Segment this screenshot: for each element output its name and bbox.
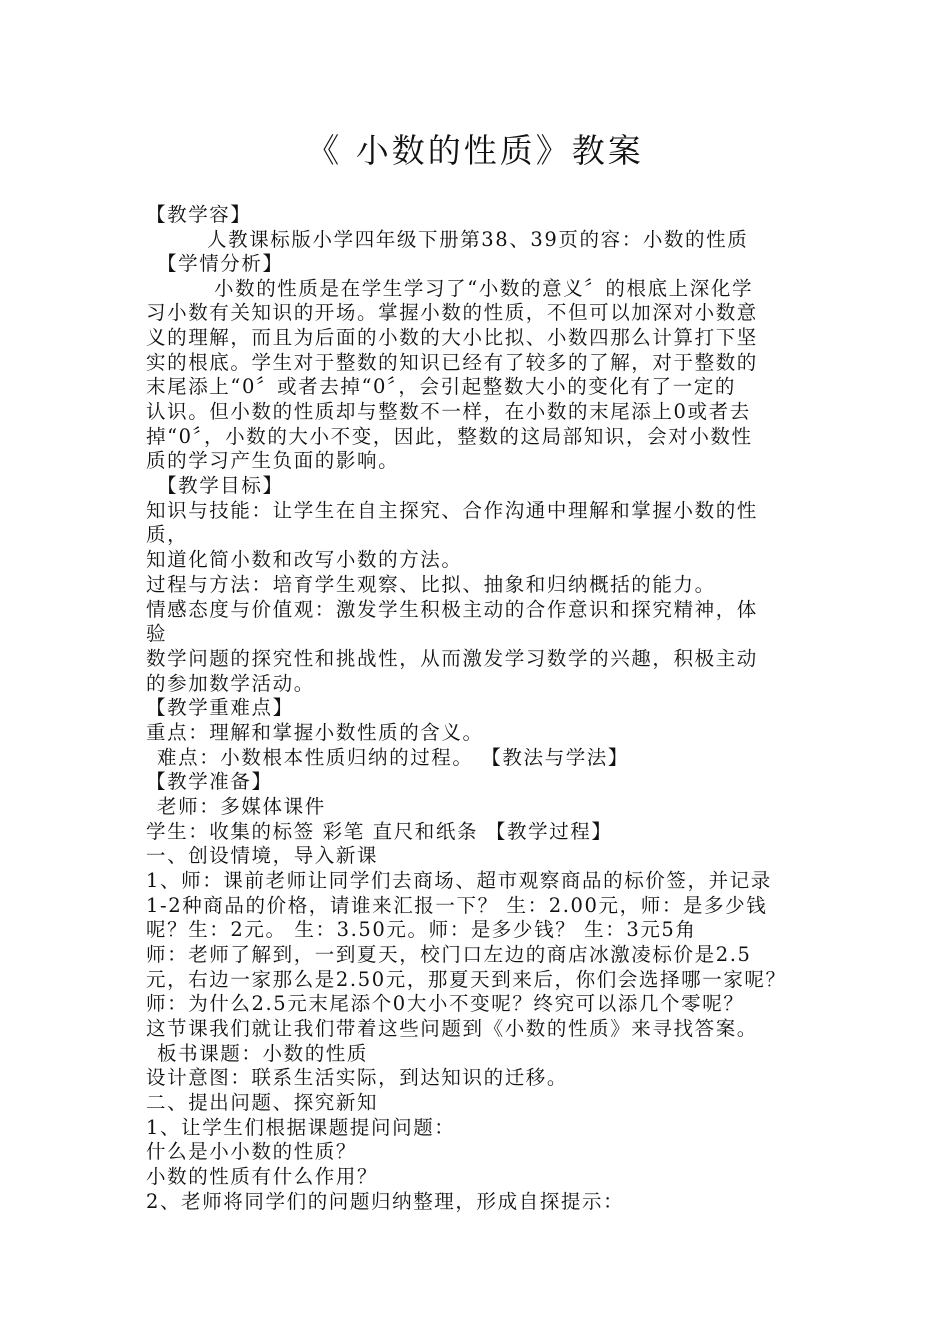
paragraph-line: 重点：理解和掌握小数性质的含义。 bbox=[146, 721, 484, 744]
paragraph-line: 质， bbox=[146, 523, 189, 546]
paragraph-line: 2、老师将同学们的问题归纳整理，形成自探提示： bbox=[146, 1190, 625, 1213]
paragraph-line: 学生：收集的标签 彩笔 直尺和纸条 【教学过程】 bbox=[146, 820, 613, 843]
section-heading-part-2: 二、提出问题、探究新知 bbox=[146, 1091, 379, 1114]
paragraph-line: 1、让学生们根据课题提问问题： bbox=[146, 1116, 456, 1139]
paragraph-line: 1-2种商品的价格，请谁来汇报一下？ 生：2.00元，师：是多少钱 bbox=[146, 894, 768, 917]
paragraph-line: 呢？生：2元。 生：3.50元。师：是多少钱？ 生：3元5角 bbox=[146, 918, 697, 941]
paragraph-line: 设计意图：联系生活实际，到达知识的迁移。 bbox=[146, 1066, 569, 1089]
paragraph-line: 义的理解，而且为后面的小数的大小比拟、小数四那么计算打下坚 bbox=[146, 326, 758, 349]
section-heading-part-1: 一、创设情境，导入新课 bbox=[146, 844, 379, 867]
paragraph-line: 习小数有关知识的开场。掌握小数的性质，不但可以加深对小数意 bbox=[146, 301, 758, 324]
section-heading-goals: 【教学目标】 bbox=[157, 474, 284, 497]
paragraph-line: 老师：多媒体课件 bbox=[157, 795, 326, 818]
paragraph-line: 元，右边一家那么是2.50元，那夏天到来后，你们会选择哪一家呢？ bbox=[146, 968, 787, 991]
paragraph-line: 验 bbox=[146, 622, 168, 645]
paragraph-line: 实的根底。学生对于整数的知识已经有了较多的了解，对于整数的 bbox=[146, 351, 758, 374]
content-text: 人教课标版小学四年级下册第38、39页的容：小数的性质 bbox=[207, 228, 749, 251]
paragraph-line: 知识与技能：让学生在自主探究、合作沟通中理解和掌握小数的性 bbox=[146, 499, 758, 522]
paragraph-line: 认识。但小数的性质却与整数不一样，在小数的末尾添上0或者去 bbox=[146, 400, 751, 423]
paragraph-line: 小数的性质是在学生学习了“小数的意义〞的根底上深化学 bbox=[214, 277, 754, 300]
paragraph-line: 的参加数学活动。 bbox=[146, 672, 315, 695]
paragraph-line: 什么是小小数的性质？ bbox=[146, 1140, 358, 1163]
paragraph-line: 质的学习产生负面的影响。 bbox=[146, 449, 400, 472]
paragraph-line: 数学问题的探究性和挑战性，从而激发学习数学的兴趣，积极主动 bbox=[146, 647, 758, 670]
paragraph-line: 知道化简小数和改写小数的方法。 bbox=[146, 548, 463, 571]
section-heading-key-points: 【教学重难点】 bbox=[146, 696, 294, 719]
section-heading-preparation: 【教学准备】 bbox=[146, 770, 273, 793]
document-title: 《 小数的性质》教案 bbox=[306, 131, 644, 170]
paragraph-line: 板书课题：小数的性质 bbox=[157, 1042, 369, 1065]
paragraph-line: 掉“0〞，小数的大小不变，因此，整数的这局部知识，会对小数性 bbox=[146, 425, 753, 448]
paragraph-line: 师：为什么2.5元末尾添个0大小不变呢？终究可以添几个零呢？ bbox=[146, 992, 745, 1015]
section-heading-content: 【教学容】 bbox=[146, 203, 252, 226]
section-heading-analysis: 【学情分析】 bbox=[157, 252, 284, 275]
paragraph-line: 小数的性质有什么作用？ bbox=[146, 1165, 379, 1188]
paragraph-line: 师：老师了解到，一到夏天，校门口左边的商店冰激凌标价是2.5 bbox=[146, 943, 752, 966]
paragraph-line: 末尾添上“0〞或者去掉“0〞，会引起整数大小的变化有了一定的 bbox=[146, 375, 737, 398]
paragraph-line: 这节课我们就让我们带着这些问题到《小数的性质》来寻找答案。 bbox=[146, 1017, 758, 1040]
paragraph-line: 1、师：课前老师让同学们去商场、超市观察商品的标价签，并记录 bbox=[146, 869, 772, 892]
paragraph-line: 难点：小数根本性质归纳的过程。 【教法与学法】 bbox=[157, 746, 629, 769]
paragraph-line: 情感态度与价值观：激发学生积极主动的合作意识和探究精神，体 bbox=[146, 598, 758, 621]
paragraph-line: 过程与方法：培育学生观察、比拟、抽象和归纳概括的能力。 bbox=[146, 573, 716, 596]
